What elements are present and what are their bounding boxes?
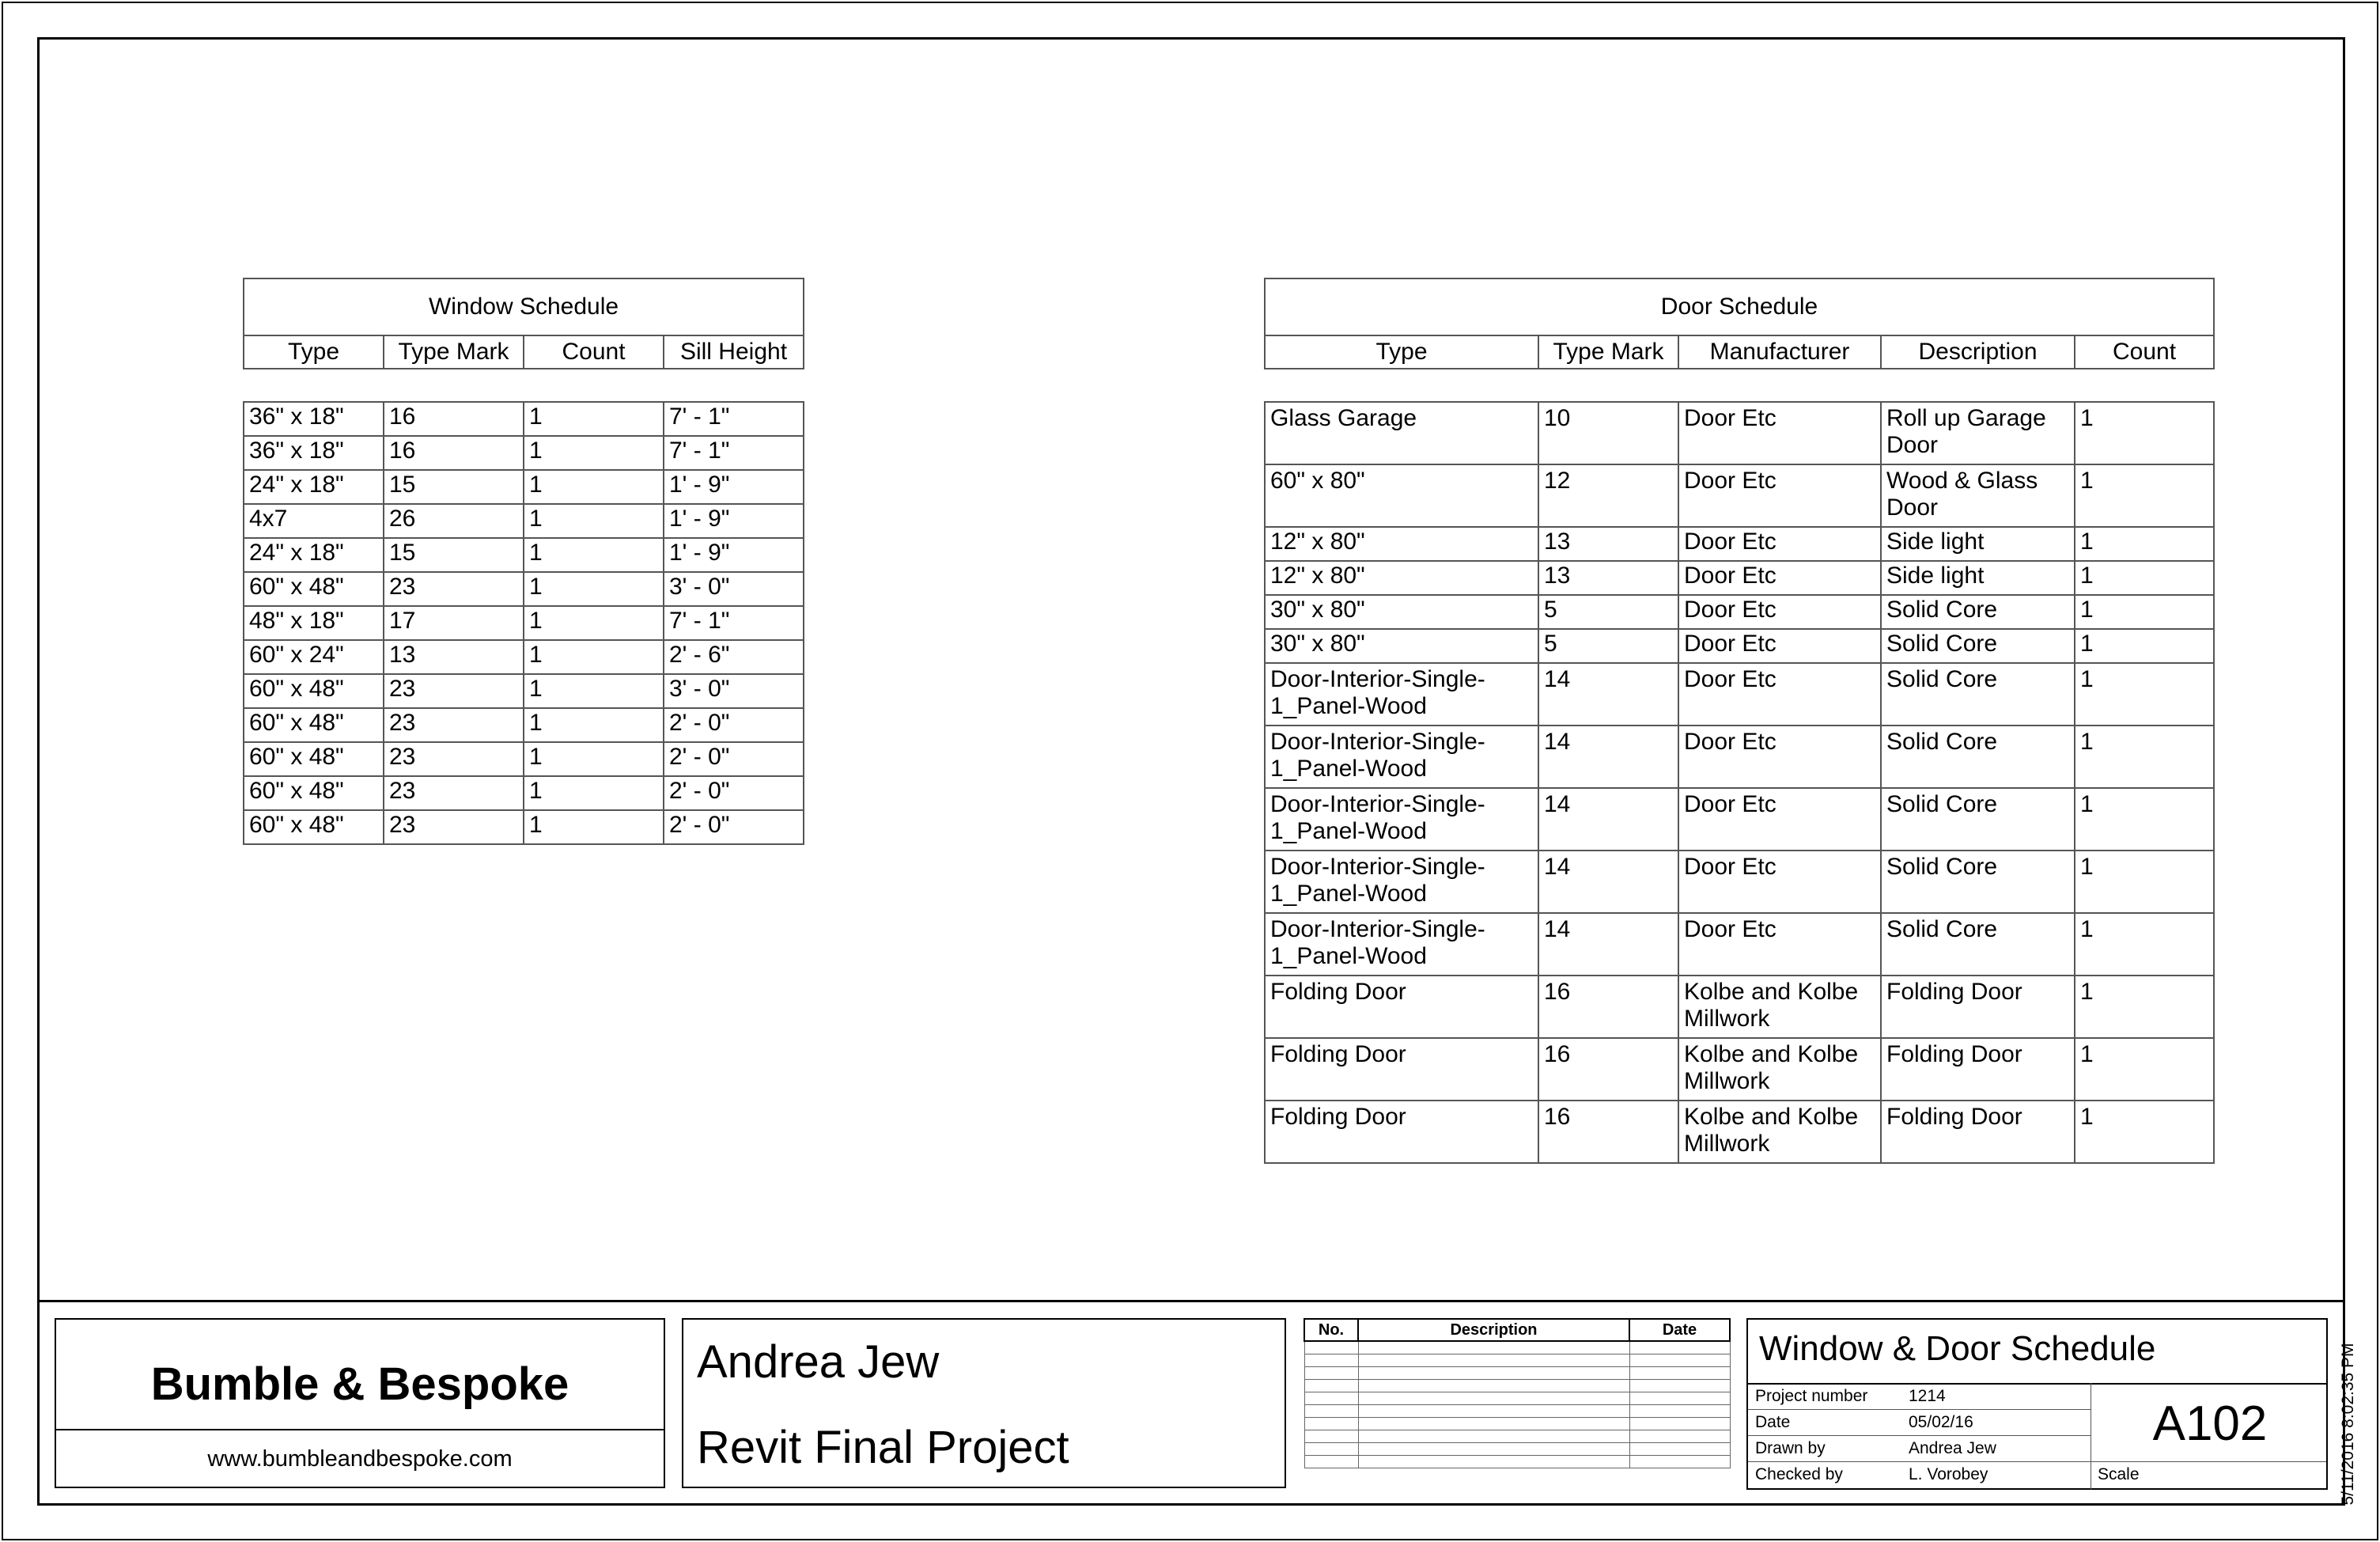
revision-table	[1304, 1318, 1731, 1468]
sheet-info-divider	[1748, 1383, 2326, 1385]
table-row	[244, 572, 804, 606]
revision-cell	[1358, 1443, 1629, 1456]
table-cell: Door-Interior-Single-1_Panel-Wood	[1265, 851, 1538, 913]
sheet-name: Window & Door Schedule	[1759, 1329, 2156, 1368]
sheet-info-box	[1746, 1318, 2328, 1490]
table-cell: 24" x 18"	[244, 470, 384, 504]
table-cell: 1	[524, 504, 664, 538]
table-cell: 1	[524, 470, 664, 504]
table-cell: 60" x 48"	[244, 674, 384, 708]
table-cell: 60" x 80"	[1265, 464, 1538, 527]
project-box	[682, 1318, 1286, 1488]
checked-by-value: L. Vorobey	[1909, 1465, 1988, 1483]
door-schedule-title: Door Schedule	[1265, 278, 2214, 335]
revision-cell	[1629, 1405, 1730, 1418]
print-stamp	[2340, 1333, 2357, 1515]
table-cell: 2' - 0"	[664, 776, 804, 810]
table-cell: 1' - 9"	[664, 538, 804, 572]
table-cell: 24" x 18"	[244, 538, 384, 572]
table-cell: Folding Door	[1265, 976, 1538, 1038]
table-cell: Folding Door	[1265, 1038, 1538, 1101]
company-name: Bumble & Bespoke	[150, 1358, 569, 1410]
table-cell: 36" x 18"	[244, 436, 384, 470]
table-cell: Door Etc	[1678, 561, 1881, 595]
table-cell: 1	[524, 810, 664, 844]
table-cell: 12	[1538, 464, 1678, 527]
table-cell: Solid Core	[1881, 663, 2075, 726]
table-cell: 1	[524, 674, 664, 708]
table-cell: 30" x 80"	[1265, 629, 1538, 663]
table-row	[1265, 788, 2214, 851]
table-cell: 3' - 0"	[664, 572, 804, 606]
table-row	[244, 470, 804, 504]
table-cell: 16	[1538, 976, 1678, 1038]
table-cell: 23	[384, 708, 524, 742]
table-row	[1265, 629, 2214, 663]
revision-cell	[1304, 1418, 1358, 1430]
table-row	[1265, 726, 2214, 788]
table-cell: 1	[524, 538, 664, 572]
revision-cell	[1629, 1418, 1730, 1430]
table-cell: 16	[384, 436, 524, 470]
revision-cell	[1358, 1367, 1629, 1380]
table-cell: Door Etc	[1678, 527, 1881, 561]
table-cell: Roll up Garage Door	[1881, 402, 2075, 464]
window-schedule-table	[243, 278, 804, 845]
table-cell: 3' - 0"	[664, 674, 804, 708]
column-header: Description	[1881, 335, 2075, 369]
table-row	[244, 674, 804, 708]
table-cell: 15	[384, 538, 524, 572]
table-cell: Door Etc	[1678, 913, 1881, 976]
table-row	[244, 402, 804, 436]
table-cell: 13	[384, 640, 524, 674]
table-cell: 15	[384, 470, 524, 504]
table-cell: Folding Door	[1881, 976, 2075, 1038]
table-cell: 1	[524, 708, 664, 742]
revision-cell	[1304, 1367, 1358, 1380]
table-row	[244, 708, 804, 742]
table-cell: Solid Core	[1881, 913, 2075, 976]
table-cell: 1	[524, 572, 664, 606]
table-cell: 60" x 48"	[244, 708, 384, 742]
revision-cell	[1358, 1405, 1629, 1418]
table-cell: 1' - 9"	[664, 504, 804, 538]
table-cell: 1	[2075, 1038, 2214, 1101]
revision-cell	[1304, 1430, 1358, 1443]
table-row	[244, 640, 804, 674]
revision-description-header: Description	[1358, 1319, 1629, 1341]
table-cell: 23	[384, 810, 524, 844]
table-cell: Door Etc	[1678, 851, 1881, 913]
company-divider	[56, 1429, 664, 1430]
table-cell: 7' - 1"	[664, 436, 804, 470]
drawn-by-value: Andrea Jew	[1909, 1439, 1996, 1457]
revision-cell	[1629, 1392, 1730, 1405]
table-row	[1265, 464, 2214, 527]
table-cell: 12" x 80"	[1265, 561, 1538, 595]
table-cell: Solid Core	[1881, 851, 2075, 913]
sheet-number: A102	[2152, 1396, 2268, 1451]
table-cell: Door-Interior-Single-1_Panel-Wood	[1265, 726, 1538, 788]
column-header: Type Mark	[384, 335, 524, 369]
table-cell: 1	[2075, 561, 2214, 595]
revision-cell	[1629, 1354, 1730, 1367]
table-cell: 26	[384, 504, 524, 538]
table-cell: 7' - 1"	[664, 606, 804, 640]
column-header: Sill Height	[664, 335, 804, 369]
checked-by-label: Checked by	[1755, 1465, 1843, 1483]
table-cell: 1	[2075, 976, 2214, 1038]
column-header: Manufacturer	[1678, 335, 1881, 369]
table-cell: Solid Core	[1881, 595, 2075, 629]
table-cell: 14	[1538, 788, 1678, 851]
revision-cell	[1358, 1392, 1629, 1405]
table-cell: 1	[524, 640, 664, 674]
table-cell: Glass Garage	[1265, 402, 1538, 464]
table-cell: Side light	[1881, 527, 2075, 561]
table-cell: 23	[384, 674, 524, 708]
company-box	[55, 1318, 665, 1488]
table-cell: 14	[1538, 851, 1678, 913]
column-header: Count	[524, 335, 664, 369]
table-cell: 1	[2075, 402, 2214, 464]
table-cell: 13	[1538, 527, 1678, 561]
revision-cell	[1629, 1430, 1730, 1443]
table-cell: 1	[524, 402, 664, 436]
table-cell: 12" x 80"	[1265, 527, 1538, 561]
table-row	[244, 538, 804, 572]
revision-cell	[1629, 1380, 1730, 1392]
project-number-value: 1214	[1909, 1387, 1946, 1405]
table-cell: Kolbe and Kolbe Millwork	[1678, 1038, 1881, 1101]
table-cell: Side light	[1881, 561, 2075, 595]
table-cell: 1	[2075, 595, 2214, 629]
table-cell: 1	[524, 742, 664, 776]
table-cell: 7' - 1"	[664, 402, 804, 436]
table-cell: Solid Core	[1881, 726, 2075, 788]
table-cell: 14	[1538, 663, 1678, 726]
table-cell: Door Etc	[1678, 629, 1881, 663]
table-row	[244, 776, 804, 810]
table-cell: Kolbe and Kolbe Millwork	[1678, 1101, 1881, 1163]
window-schedule-title: Window Schedule	[244, 278, 804, 335]
revision-cell	[1304, 1456, 1358, 1468]
date-label: Date	[1755, 1413, 1791, 1431]
table-cell: 60" x 48"	[244, 776, 384, 810]
revision-cell	[1304, 1443, 1358, 1456]
schedule-spacer	[1265, 369, 2214, 402]
table-row	[244, 606, 804, 640]
table-cell: 1	[2075, 726, 2214, 788]
table-row	[244, 436, 804, 470]
table-row	[1265, 402, 2214, 464]
column-header: Type Mark	[1538, 335, 1678, 369]
table-cell: 1	[524, 606, 664, 640]
door-schedule-table	[1264, 278, 2215, 1164]
print-timestamp: 5/11/2016 8:02:35 PM	[2339, 1343, 2357, 1506]
table-cell: Door-Interior-Single-1_Panel-Wood	[1265, 663, 1538, 726]
table-cell: 1	[2075, 788, 2214, 851]
revision-cell	[1304, 1405, 1358, 1418]
table-cell: Folding Door	[1265, 1101, 1538, 1163]
table-row	[1265, 976, 2214, 1038]
revision-cell	[1304, 1341, 1358, 1354]
table-cell: Folding Door	[1881, 1038, 2075, 1101]
table-cell: 60" x 24"	[244, 640, 384, 674]
project-number-label: Project number	[1755, 1387, 1868, 1405]
author-name: Andrea Jew	[697, 1336, 940, 1388]
table-cell: 13	[1538, 561, 1678, 595]
table-cell: 16	[1538, 1101, 1678, 1163]
table-cell: 60" x 48"	[244, 742, 384, 776]
table-cell: 1	[2075, 629, 2214, 663]
revision-cell	[1358, 1354, 1629, 1367]
revision-cell	[1629, 1456, 1730, 1468]
table-cell: 1	[2075, 1101, 2214, 1163]
column-header: Type	[1265, 335, 1538, 369]
revision-cell	[1629, 1341, 1730, 1354]
company-website: www.bumbleandbespoke.com	[207, 1446, 513, 1472]
table-cell: 1	[2075, 663, 2214, 726]
revision-cell	[1304, 1380, 1358, 1392]
table-cell: 2' - 0"	[664, 810, 804, 844]
revision-no-header: No.	[1304, 1319, 1358, 1341]
table-cell: 23	[384, 572, 524, 606]
table-cell: 23	[384, 742, 524, 776]
table-cell: 1	[2075, 527, 2214, 561]
table-cell: 1	[2075, 464, 2214, 527]
table-row	[1265, 595, 2214, 629]
table-cell: 14	[1538, 913, 1678, 976]
revision-cell	[1304, 1392, 1358, 1405]
table-cell: Door-Interior-Single-1_Panel-Wood	[1265, 913, 1538, 976]
table-row	[1265, 1101, 2214, 1163]
revision-cell	[1304, 1354, 1358, 1367]
table-cell: 1	[2075, 913, 2214, 976]
table-cell: 48" x 18"	[244, 606, 384, 640]
table-cell: 60" x 48"	[244, 810, 384, 844]
table-cell: Door-Interior-Single-1_Panel-Wood	[1265, 788, 1538, 851]
row-divider	[1748, 1409, 2091, 1410]
table-cell: Wood & Glass Door	[1881, 464, 2075, 527]
table-cell: Solid Core	[1881, 788, 2075, 851]
table-cell: 30" x 80"	[1265, 595, 1538, 629]
row-divider	[1748, 1435, 2091, 1436]
table-cell: 1	[524, 436, 664, 470]
table-cell: 2' - 6"	[664, 640, 804, 674]
table-cell: Door Etc	[1678, 726, 1881, 788]
date-value: 05/02/16	[1909, 1413, 1973, 1431]
revision-cell	[1358, 1380, 1629, 1392]
revision-cell	[1629, 1367, 1730, 1380]
table-cell: 36" x 18"	[244, 402, 384, 436]
table-row	[1265, 527, 2214, 561]
table-row	[244, 742, 804, 776]
table-cell: 23	[384, 776, 524, 810]
table-cell: 10	[1538, 402, 1678, 464]
table-cell: Door Etc	[1678, 464, 1881, 527]
revision-cell	[1629, 1443, 1730, 1456]
table-cell: Door Etc	[1678, 402, 1881, 464]
table-cell: Kolbe and Kolbe Millwork	[1678, 976, 1881, 1038]
table-cell: 5	[1538, 629, 1678, 663]
table-row	[1265, 1038, 2214, 1101]
drawn-by-label: Drawn by	[1755, 1439, 1826, 1457]
revision-cell	[1358, 1341, 1629, 1354]
table-cell: 4x7	[244, 504, 384, 538]
table-row	[244, 504, 804, 538]
table-cell: Door Etc	[1678, 663, 1881, 726]
table-cell: 1	[524, 776, 664, 810]
table-row	[1265, 663, 2214, 726]
project-name: Revit Final Project	[697, 1422, 1069, 1473]
table-cell: 60" x 48"	[244, 572, 384, 606]
table-cell: 2' - 0"	[664, 742, 804, 776]
table-row	[1265, 561, 2214, 595]
revision-cell	[1358, 1430, 1629, 1443]
table-cell: 1	[2075, 851, 2214, 913]
table-cell: 2' - 0"	[664, 708, 804, 742]
table-cell: Folding Door	[1881, 1101, 2075, 1163]
table-cell: Solid Core	[1881, 629, 2075, 663]
table-cell: 16	[1538, 1038, 1678, 1101]
table-cell: 16	[384, 402, 524, 436]
table-cell: Door Etc	[1678, 788, 1881, 851]
revision-cell	[1358, 1418, 1629, 1430]
table-cell: 5	[1538, 595, 1678, 629]
column-header: Type	[244, 335, 384, 369]
table-row	[1265, 851, 2214, 913]
scale-label: Scale	[2098, 1465, 2140, 1483]
column-header: Count	[2075, 335, 2214, 369]
title-block-divider	[37, 1300, 2345, 1302]
revision-cell	[1358, 1456, 1629, 1468]
schedule-spacer	[244, 369, 804, 402]
revision-date-header: Date	[1629, 1319, 1730, 1341]
table-cell: Door Etc	[1678, 595, 1881, 629]
table-row	[1265, 913, 2214, 976]
table-cell: 17	[384, 606, 524, 640]
table-cell: 14	[1538, 726, 1678, 788]
table-cell: 1' - 9"	[664, 470, 804, 504]
row-divider	[1748, 1461, 2326, 1462]
table-row	[244, 810, 804, 844]
